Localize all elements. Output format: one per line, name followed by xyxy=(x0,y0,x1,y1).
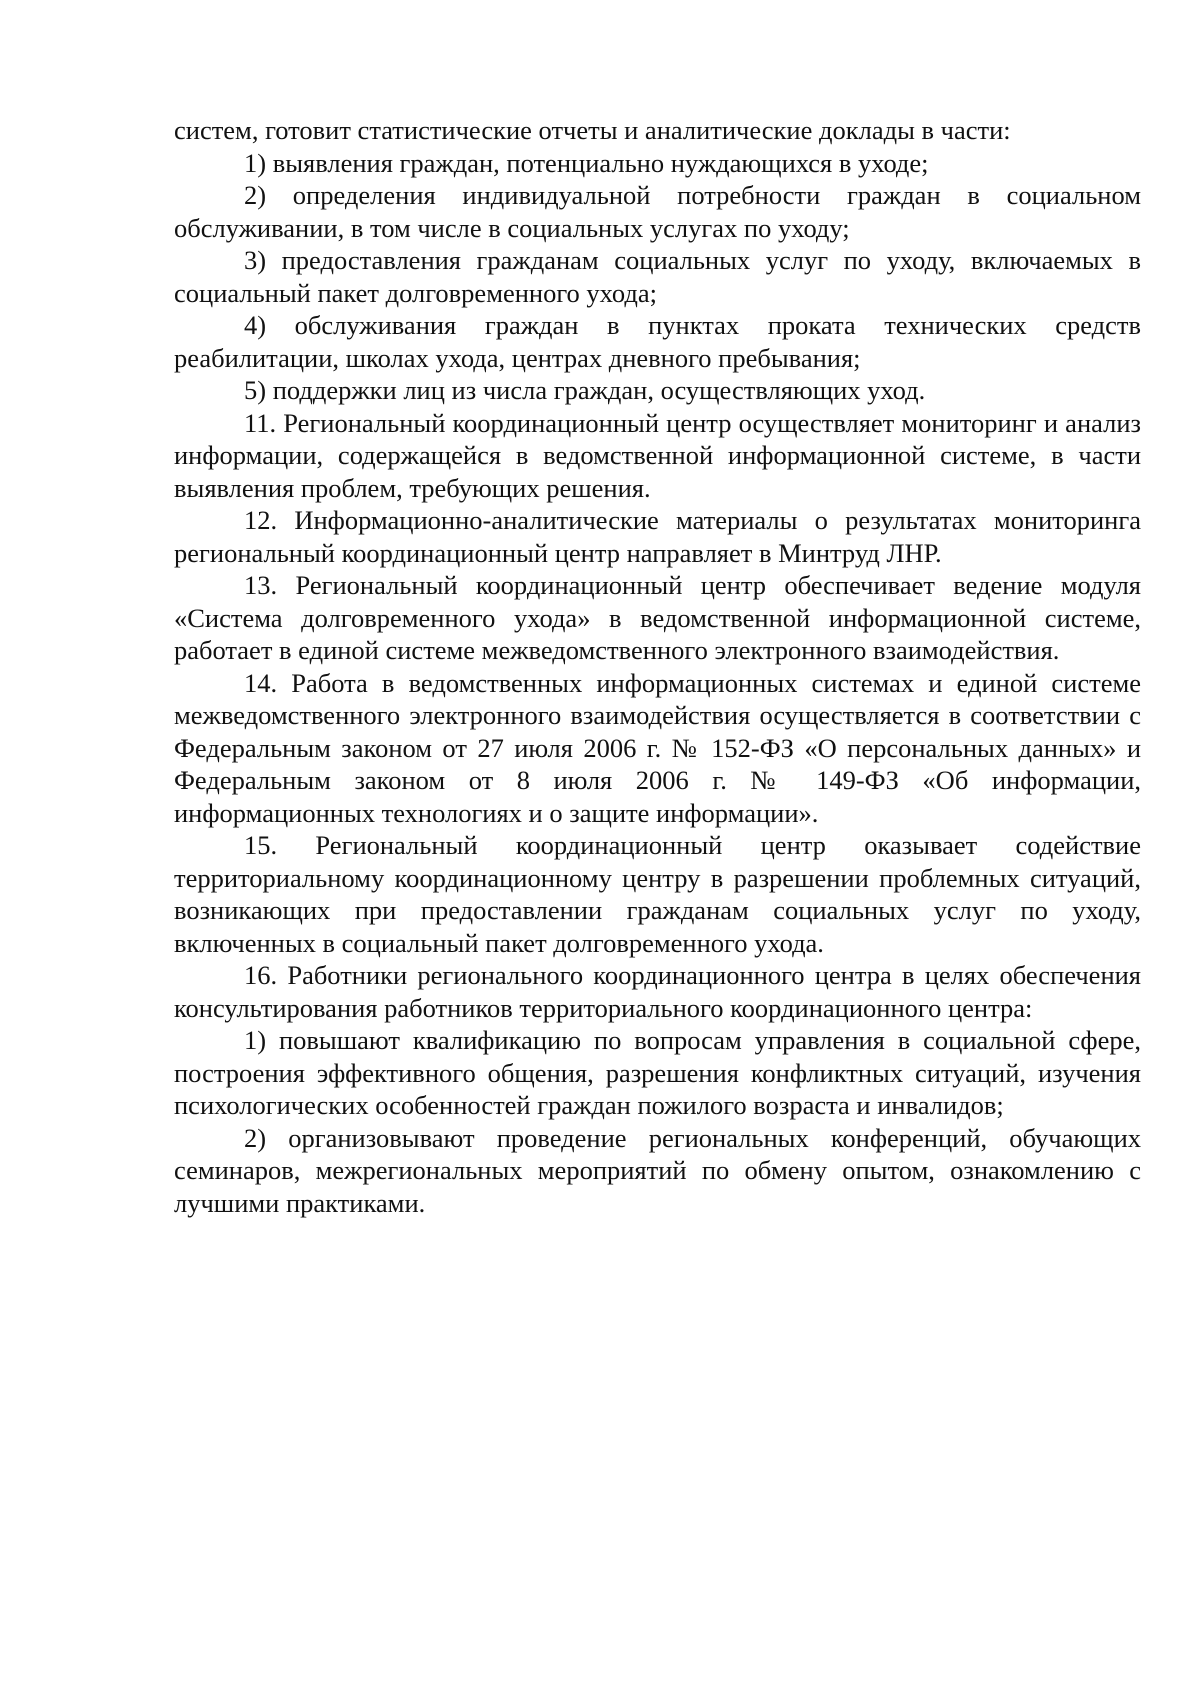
section-16-item-1: 1) повышают квалификацию по вопросам управления в социальной сфере, построения эффективного общения, разрешения конфликтных ситуаций, изучения психологических особенностей граждан пожилого возраста и инвалидов; xyxy=(174,1025,1141,1120)
section-13: 13. Региональный координационный центр обеспечивает ведение модуля «Система долговременного ухода» в ведомственной информационной системе, работает в единой системе межведомственного электронного взаимодействия. xyxy=(174,570,1141,665)
list-item-5: 5) поддержки лиц из числа граждан, осуществляющих уход. xyxy=(244,375,926,405)
list-item-3: 3) предоставления гражданам социальных услуг по уходу, включаемых в социальный пакет долговременного ухода; xyxy=(174,245,1141,308)
list-item-2: 2) определения индивидуальной потребности граждан в социальном обслуживании, в том числе в социальных услугах по уходу; xyxy=(174,180,1141,243)
section-16: 16. Работники регионального координационного центра в целях обеспечения консультирования работников территориального координационного центра: xyxy=(174,960,1141,1023)
paragraph-continuation: систем, готовит статистические отчеты и аналитические доклады в части: xyxy=(174,115,1011,145)
section-11: 11. Региональный координационный центр осуществляет мониторинг и анализ информации, содержащейся в ведомственной информационной системе, в части выявления проблем, требующих решения. xyxy=(174,407,1141,503)
list-item-1: 1) выявления граждан, потенциально нуждающихся в уходе; xyxy=(244,147,929,178)
section-14: 14. Работа в ведомственных информационных системах и единой системе межведомственного электронного взаимодействия осуществляется в соответствии с Федеральным законом от 27 июля 2006 г. № 152-ФЗ «О персональных данных» и Федеральным законом от 8 июля 2006 г. № 149-ФЗ «Об информации, информационных технологиях и о защите информации». xyxy=(174,667,1141,828)
section-12: 12. Информационно-аналитические материалы о результатах мониторинга региональный координационный центр направляет в Минтруд ЛНР. xyxy=(174,505,1141,568)
section-16-item-2: 2) организовывают проведение региональных конференций, обучающих семинаров, межрегиональных мероприятий по обмену опытом, ознакомлению с лучшими практиками. xyxy=(174,1122,1141,1218)
list-item-4: 4) обслуживания граждан в пунктах проката технических средств реабилитации, школах ухода, центрах дневного пребывания; xyxy=(174,310,1141,373)
section-15: 15. Региональный координационный центр оказывает содействие территориальному координационному центру в разрешении проблемных ситуаций, возникающих при предоставлении гражданам социальных услуг по уходу, включенных в социальный пакет долговременного ухода. xyxy=(174,830,1141,958)
document-body xyxy=(174,114,1141,1219)
